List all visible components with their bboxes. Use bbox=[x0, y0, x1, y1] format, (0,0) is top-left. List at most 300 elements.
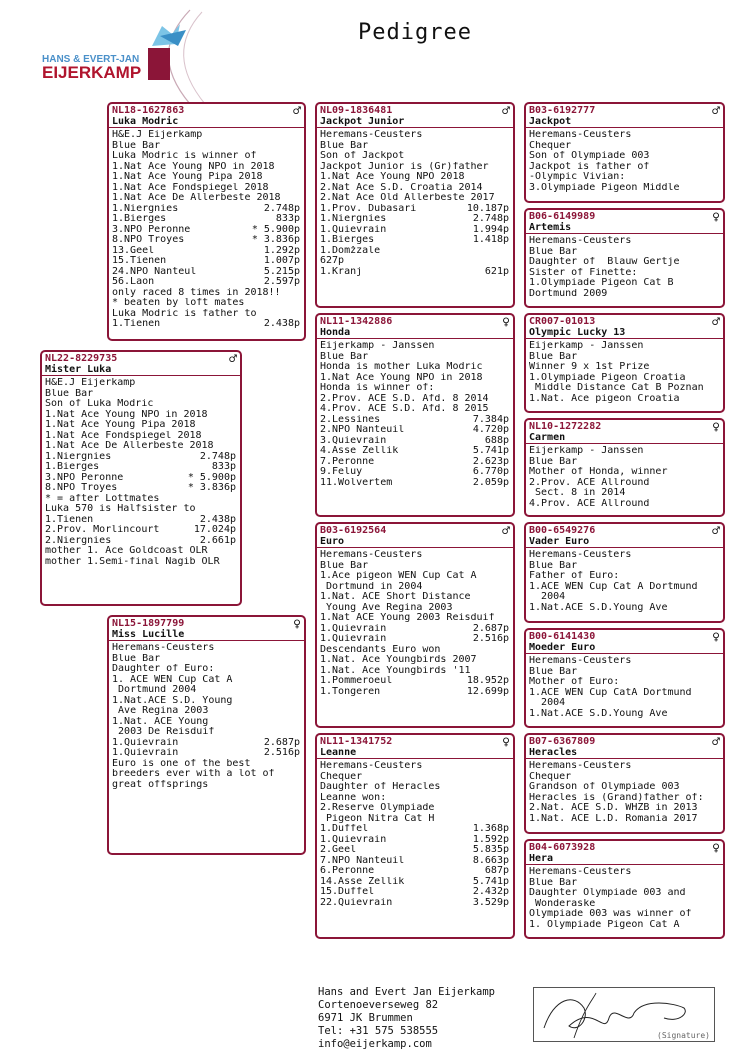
pedigree-line: 1.Nat. ACE Young bbox=[112, 716, 209, 727]
race-points: 1.292p bbox=[263, 245, 300, 256]
ring-number: NL11-1341752 bbox=[320, 736, 393, 747]
race-points: 6.770p bbox=[472, 467, 509, 477]
pedigree-line: mother 1.Semi-final Nagib OLR bbox=[45, 556, 220, 567]
race-name: 1.Quievrain bbox=[320, 623, 387, 634]
card-body bbox=[526, 339, 723, 404]
pigeon-name: Euro bbox=[320, 536, 345, 547]
pedigree-line: Heremans-Ceusters bbox=[529, 130, 632, 140]
pedigree-card bbox=[315, 313, 515, 517]
pedigree-line: Heremans-Ceusters bbox=[320, 130, 423, 140]
card-header bbox=[526, 210, 723, 234]
pedigree-line: Heremans-Ceusters bbox=[529, 761, 632, 771]
pigeon-name: Olympic Lucky 13 bbox=[529, 327, 626, 338]
race-points: 2.687p bbox=[263, 737, 300, 748]
race-name: 22.Quievrain bbox=[320, 897, 393, 908]
race-points: 10.187p bbox=[466, 203, 509, 214]
race-result bbox=[320, 436, 509, 447]
footer-email: info@eijerkamp.com bbox=[318, 1038, 432, 1050]
race-points: 1.368p bbox=[472, 824, 509, 834]
pedigree-line: Euro is one of the best bbox=[112, 758, 251, 769]
ring-number: NL09-1836481 bbox=[320, 105, 393, 116]
pedigree-line: 627p bbox=[320, 256, 345, 266]
race-result bbox=[320, 415, 509, 426]
race-points: 1.007p bbox=[263, 256, 300, 266]
race-result bbox=[112, 214, 300, 225]
race-name: 7.Peronne bbox=[320, 456, 375, 467]
pedigree-line: 1. Olympiade Pigeon Cat A bbox=[529, 919, 680, 930]
pedigree-line: Honda is winner of: bbox=[320, 383, 435, 393]
pedigree-line: 1.Nat.ACE S.D.Young Ave bbox=[529, 602, 668, 613]
pedigree-card bbox=[524, 628, 725, 728]
pedigree-line: Jackpot is father of bbox=[529, 161, 650, 172]
race-result bbox=[45, 525, 236, 536]
pedigree-card bbox=[107, 615, 306, 855]
pedigree-line: 1.Nat.ACE S.D.Young Ave bbox=[529, 708, 668, 719]
pedigree-line: 1.Olympiade Pigeon Cat B bbox=[529, 278, 674, 288]
pedigree-line: Daughter of Heracles bbox=[320, 782, 441, 792]
pedigree-line: Chequer bbox=[320, 771, 363, 782]
race-name: 8.NPO Troyes bbox=[45, 483, 118, 493]
race-points: 5.741p bbox=[472, 876, 509, 887]
race-name: 11.Wolvertem bbox=[320, 477, 393, 488]
pedigree-line: 1.ACE WEN Cup CatA Dortmund bbox=[529, 687, 692, 698]
race-result bbox=[45, 536, 236, 547]
race-name: 1.Niergnies bbox=[320, 214, 387, 224]
race-name: 2.NPO Nanteuil bbox=[320, 425, 405, 435]
race-name: 9.Feluy bbox=[320, 467, 363, 477]
race-name: 1.Quievrain bbox=[112, 737, 179, 748]
pedigree-line: Leanne won: bbox=[320, 792, 387, 803]
race-points: 2.687p bbox=[472, 623, 509, 634]
pedigree-line: Blue Bar bbox=[529, 246, 578, 257]
pedigree-line: Heremans-Ceusters bbox=[112, 643, 215, 653]
pedigree-card bbox=[315, 522, 515, 728]
race-points: 18.952p bbox=[466, 676, 509, 686]
ring-number: B07-6367809 bbox=[529, 736, 596, 747]
race-points: * 5.900p bbox=[251, 224, 300, 235]
pedigree-line: Winner 9 x 1st Prize bbox=[529, 362, 650, 372]
card-body bbox=[526, 865, 723, 930]
race-result bbox=[45, 515, 236, 526]
male-icon: ♂ bbox=[502, 104, 510, 119]
pedigree-line: 1.Ace pigeon WEN Cup Cat A bbox=[320, 571, 477, 581]
pedigree-line: Blue Bar bbox=[529, 560, 578, 571]
race-points: 7.384p bbox=[472, 414, 509, 425]
pedigree-line: Daughter of Blauw Gertje bbox=[529, 257, 680, 267]
pedigree-line: 3.Olympiade Pigeon Middle bbox=[529, 182, 680, 193]
card-header bbox=[317, 315, 513, 339]
pigeon-name: Honda bbox=[320, 327, 351, 338]
race-result bbox=[45, 473, 236, 484]
pedigree-line: * = after Lottmates bbox=[45, 493, 160, 504]
pedigree-line: great offsprings bbox=[112, 779, 209, 790]
card-body bbox=[109, 641, 304, 790]
pedigree-line: 1.ACE WEN Cup Cat A Dortmund bbox=[529, 581, 698, 592]
pedigree-card bbox=[524, 208, 725, 308]
male-icon: ♂ bbox=[293, 104, 301, 119]
pedigree-line: Luka Modric is father to bbox=[112, 308, 257, 319]
card-body bbox=[526, 234, 723, 299]
race-points: 2.748p bbox=[199, 451, 236, 462]
pedigree-line: Luka 570 is Halfsister to bbox=[45, 504, 196, 514]
pedigree-card bbox=[524, 418, 725, 517]
race-result bbox=[320, 457, 509, 468]
signature-caption: (Signature) bbox=[657, 1031, 710, 1040]
pedigree-line: 1.Nat Ace Young NPO in 2018 bbox=[112, 161, 275, 172]
pedigree-line: Blue Bar bbox=[320, 140, 369, 151]
race-points: 5.741p bbox=[472, 446, 509, 456]
race-result bbox=[112, 235, 300, 246]
race-points: 2.438p bbox=[263, 319, 300, 329]
pedigree-line: Eijerkamp - Janssen bbox=[320, 341, 435, 351]
race-name: 13.Geel bbox=[112, 245, 155, 256]
pedigree-card bbox=[524, 313, 725, 413]
race-result bbox=[45, 452, 236, 463]
race-points: 4.720p bbox=[472, 425, 509, 435]
race-result bbox=[320, 887, 509, 898]
card-header bbox=[317, 104, 513, 128]
ring-number: B04-6073928 bbox=[529, 842, 596, 853]
pedigree-line: 1.Nat.ACE S.D. Young bbox=[112, 695, 233, 706]
pedigree-card bbox=[40, 350, 242, 606]
pedigree-line: Chequer bbox=[529, 771, 572, 782]
card-body bbox=[317, 759, 513, 908]
race-result bbox=[320, 845, 509, 856]
pedigree-line: Eijerkamp - Janssen bbox=[529, 341, 644, 351]
female-icon: ♀ bbox=[712, 841, 720, 856]
race-points: 621p bbox=[484, 266, 509, 277]
race-name: 1.Prov. Dubasari bbox=[320, 203, 417, 214]
race-result bbox=[320, 425, 509, 436]
ring-number: NL11-1342886 bbox=[320, 316, 393, 327]
race-name: 56.Laon bbox=[112, 277, 155, 287]
pedigree-line: Young Ave Regina 2003 bbox=[320, 602, 453, 613]
pigeon-name: Luka Modric bbox=[112, 116, 179, 127]
pedigree-line: 1.Nat Ace Young NPO in 2018 bbox=[45, 409, 208, 420]
pedigree-line: H&E.J Eijerkamp bbox=[112, 130, 203, 140]
card-body bbox=[526, 444, 723, 509]
pigeon-name: Miss Lucille bbox=[112, 629, 185, 640]
pedigree-line: 1.Nat Ace De Allerbeste 2018 bbox=[45, 441, 214, 451]
pedigree-line: Honda is mother Luka Modric bbox=[320, 362, 483, 372]
pedigree-line: 1.Nat Ace Young Pipa 2018 bbox=[45, 420, 196, 430]
male-icon: ♂ bbox=[712, 104, 720, 119]
pedigree-line: Son of Luka Modric bbox=[45, 399, 154, 409]
race-points: * 5.900p bbox=[187, 472, 236, 483]
pedigree-line: Blue Bar bbox=[529, 666, 578, 677]
ring-number: B06-6149989 bbox=[529, 211, 596, 222]
pedigree-line: 1.Nat Ace Fondspiegel 2018 bbox=[112, 182, 269, 193]
pedigree-line: Middle Distance Cat B Poznan bbox=[529, 383, 704, 393]
ring-number: NL15-1897799 bbox=[112, 618, 185, 629]
male-icon: ♂ bbox=[712, 524, 720, 539]
eijerkamp-logo bbox=[40, 6, 215, 106]
pedigree-line: Daughter Olympiade 003 and bbox=[529, 888, 686, 898]
race-name: 8.NPO Troyes bbox=[112, 235, 185, 245]
race-points: 5.835p bbox=[472, 845, 509, 855]
race-name: 15.Tienen bbox=[112, 256, 167, 266]
race-result bbox=[112, 225, 300, 236]
pedigree-line: -Olympic Vivian: bbox=[529, 172, 626, 182]
race-points: 2.623p bbox=[472, 456, 509, 467]
race-name: 3.NPO Peronne bbox=[112, 224, 191, 235]
race-result bbox=[112, 748, 300, 759]
pigeon-name: Moeder Euro bbox=[529, 642, 596, 653]
male-icon: ♂ bbox=[712, 315, 720, 330]
pedigree-line: Heremans-Ceusters bbox=[529, 867, 632, 877]
race-result bbox=[320, 676, 509, 687]
card-header bbox=[526, 315, 723, 339]
pedigree-line: 1.Olympiade Pigeon Croatia bbox=[529, 372, 686, 383]
race-result bbox=[320, 267, 509, 278]
pedigree-line: Dortmund in 2004 bbox=[320, 581, 423, 592]
pedigree-line: H&E.J Eijerkamp bbox=[45, 378, 136, 388]
race-name: 3.Quievrain bbox=[320, 435, 387, 446]
race-name: 1.Bierges bbox=[112, 214, 167, 224]
race-name: 4.Asse Zellik bbox=[320, 446, 399, 456]
pedigree-line: Descendants Euro won bbox=[320, 644, 441, 655]
race-points: 2.661p bbox=[199, 535, 236, 546]
race-name: 1.Duffel bbox=[320, 824, 369, 834]
pedigree-line: 1.Nat. ACE Short Distance bbox=[320, 592, 471, 602]
pedigree-line: mother 1. Ace Goldcoast OLR bbox=[45, 546, 208, 556]
card-header bbox=[526, 735, 723, 759]
male-icon: ♂ bbox=[229, 352, 237, 367]
race-points: 2.748p bbox=[263, 203, 300, 214]
card-header bbox=[526, 524, 723, 548]
pedigree-line: Heracles is (Grand)father of: bbox=[529, 792, 704, 803]
race-points: 833p bbox=[211, 462, 236, 472]
pedigree-line: 1.Nat. Ace pigeon Croatia bbox=[529, 393, 680, 404]
page-title: Pedigree bbox=[358, 20, 472, 45]
pedigree-line: 2004 bbox=[529, 698, 566, 708]
race-result bbox=[320, 634, 509, 645]
ring-number: B00-6141430 bbox=[529, 631, 596, 642]
card-body bbox=[526, 128, 723, 193]
race-name: 7.NPO Nanteuil bbox=[320, 855, 405, 866]
race-result bbox=[320, 225, 509, 236]
card-body bbox=[317, 339, 513, 488]
pedigree-line: 2003 De Reisduif bbox=[112, 727, 215, 737]
female-icon: ♀ bbox=[712, 630, 720, 645]
footer-line: Hans and Evert Jan Eijerkamp bbox=[318, 986, 496, 998]
pedigree-line: 1.Nat. ACE L.D. Romania 2017 bbox=[529, 813, 698, 824]
pedigree-line: 2.Reserve Olympiade bbox=[320, 803, 435, 813]
race-name: 1.Bierges bbox=[45, 462, 100, 472]
pedigree-line: * beaten by loft mates bbox=[112, 298, 245, 308]
ring-number: NL22-8229735 bbox=[45, 353, 118, 364]
pedigree-line: Pigeon Nitra Cat H bbox=[320, 813, 435, 824]
pedigree-line: Heremans-Ceusters bbox=[529, 236, 632, 246]
card-body bbox=[317, 548, 513, 697]
pigeon-name: Mister Luka bbox=[45, 364, 112, 375]
footer-line: 6971 JK Brummen bbox=[318, 1012, 413, 1024]
pedigree-line: 1.Nat Ace Fondspiegel 2018 bbox=[45, 430, 202, 441]
pedigree-line: Blue Bar bbox=[529, 877, 578, 888]
pedigree-line: Heremans-Ceusters bbox=[320, 761, 423, 771]
race-result bbox=[320, 824, 509, 835]
female-icon: ♀ bbox=[502, 315, 510, 330]
pedigree-line: 4.Prov. ACE Allround bbox=[529, 498, 650, 509]
pedigree-card bbox=[315, 102, 515, 308]
pedigree-line: Olympiade 003 was winner of bbox=[529, 909, 692, 919]
pedigree-line: Son of Jackpot bbox=[320, 151, 405, 161]
card-body bbox=[526, 654, 723, 719]
race-name: 6.Peronne bbox=[320, 866, 375, 876]
race-points: 5.215p bbox=[263, 266, 300, 277]
race-points: 8.663p bbox=[472, 855, 509, 866]
race-name: 2.Niergnies bbox=[45, 535, 112, 546]
footer-line: Cortenoeverseweg 82 bbox=[318, 999, 439, 1011]
pedigree-line: Blue Bar bbox=[529, 456, 578, 467]
race-points: 687p bbox=[484, 866, 509, 876]
race-result bbox=[320, 624, 509, 635]
race-name: 1.Quievrain bbox=[320, 634, 387, 644]
pigeon-name: Artemis bbox=[529, 222, 572, 233]
card-header bbox=[526, 630, 723, 654]
race-points: 2.516p bbox=[472, 634, 509, 644]
pigeon-name: Heracles bbox=[529, 747, 578, 758]
card-body bbox=[526, 548, 723, 613]
race-name: 1.Tienen bbox=[45, 514, 94, 525]
pedigree-line: 1.Nat. Ace Youngbirds 2007 bbox=[320, 655, 477, 665]
pedigree-line: Blue Bar bbox=[529, 351, 578, 362]
race-points: 2.059p bbox=[472, 477, 509, 488]
race-points: 833p bbox=[275, 214, 300, 224]
pedigree-line: Heremans-Ceusters bbox=[529, 550, 632, 560]
card-body bbox=[526, 759, 723, 824]
pedigree-line: 2.Nat Ace Old Allerbeste 2017 bbox=[320, 193, 495, 203]
race-result bbox=[320, 856, 509, 867]
pedigree-line: breeders ever with a lot of bbox=[112, 769, 275, 779]
race-result bbox=[112, 204, 300, 215]
card-header bbox=[317, 524, 513, 548]
race-result bbox=[45, 462, 236, 473]
pigeon-name: Leanne bbox=[320, 747, 357, 758]
race-result bbox=[112, 246, 300, 257]
pedigree-card bbox=[524, 839, 725, 939]
race-result bbox=[320, 877, 509, 888]
pedigree-line: only raced 8 times in 2018!! bbox=[112, 287, 281, 298]
race-result bbox=[320, 478, 509, 489]
svg-text:HANS & EVERT-JAN: HANS & EVERT-JAN bbox=[42, 54, 140, 65]
card-header bbox=[42, 352, 240, 376]
female-icon: ♀ bbox=[502, 735, 510, 750]
race-name: 1.Kranj bbox=[320, 266, 363, 277]
pedigree-line: Luka Modric is winner of bbox=[112, 151, 257, 161]
pigeon-name: Carmen bbox=[529, 432, 566, 443]
race-result bbox=[320, 214, 509, 225]
pedigree-line: Heremans-Ceusters bbox=[320, 550, 423, 560]
pedigree-line: Sect. 8 in 2014 bbox=[529, 488, 626, 498]
female-icon: ♀ bbox=[293, 617, 301, 632]
race-name: 1.Quievrain bbox=[320, 834, 387, 845]
pedigree-line: 1.Nat. Ace Youngbirds '11 bbox=[320, 665, 471, 676]
ring-number: B03-6192777 bbox=[529, 105, 596, 116]
race-points: 3.529p bbox=[472, 897, 509, 908]
race-name: 14.Asse Zellik bbox=[320, 876, 405, 887]
pedigree-line: Son of Olympiade 003 bbox=[529, 151, 650, 161]
race-name: 2.Prov. Morlincourt bbox=[45, 525, 160, 535]
race-name: 1.Tienen bbox=[112, 319, 161, 329]
race-name: 1.Quievrain bbox=[112, 748, 179, 758]
pedigree-line: Blue Bar bbox=[320, 351, 369, 362]
ring-number: NL18-1627863 bbox=[112, 105, 185, 116]
pigeon-name: Jackpot bbox=[529, 116, 572, 127]
race-points: 2.597p bbox=[263, 277, 300, 287]
pedigree-line: Mother of Euro: bbox=[529, 677, 620, 687]
race-points: 1.592p bbox=[472, 834, 509, 845]
card-header bbox=[526, 104, 723, 128]
ring-number: B03-6192564 bbox=[320, 525, 387, 536]
pedigree-card bbox=[524, 733, 725, 834]
pedigree-line: Blue Bar bbox=[112, 140, 161, 151]
race-points: 2.438p bbox=[199, 514, 236, 525]
race-result bbox=[320, 467, 509, 478]
card-header bbox=[526, 841, 723, 865]
contact-address bbox=[318, 986, 495, 1051]
race-points: * 3.836p bbox=[187, 483, 236, 493]
ring-number: CR007-01013 bbox=[529, 316, 596, 327]
pedigree-line: 2.Prov. ACE Allround bbox=[529, 477, 650, 488]
female-icon: ♀ bbox=[712, 420, 720, 435]
pedigree-line: Blue Bar bbox=[45, 388, 94, 399]
pedigree-line: Blue Bar bbox=[320, 560, 369, 571]
card-body bbox=[109, 128, 304, 330]
race-points: 2.516p bbox=[263, 748, 300, 758]
pedigree-line: 2.Nat. ACE S.D. WHZB in 2013 bbox=[529, 803, 698, 813]
pedigree-card bbox=[524, 102, 725, 203]
pedigree-line: Father of Euro: bbox=[529, 571, 620, 581]
pedigree-line: 1.Nat ACE Young 2003 Reisduif bbox=[320, 613, 495, 623]
pedigree-line: Ave Regina 2003 bbox=[112, 706, 209, 716]
pedigree-line: 2.Prov. ACE S.D. Afd. 8 2014 bbox=[320, 393, 489, 404]
race-name: 2.Lessines bbox=[320, 414, 381, 425]
card-body bbox=[317, 128, 513, 277]
pedigree-card bbox=[107, 102, 306, 341]
pedigree-line: Dortmund 2009 bbox=[529, 288, 608, 299]
pedigree-line: 1.Nat Ace Young NPO in 2018 bbox=[320, 372, 483, 383]
pedigree-line: 1.Nat Ace Young NPO 2018 bbox=[320, 172, 465, 182]
race-result bbox=[112, 256, 300, 267]
race-result bbox=[112, 738, 300, 749]
race-points: * 3.836p bbox=[251, 235, 300, 245]
pedigree-line: Grandson of Olympiade 003 bbox=[529, 782, 680, 792]
race-name: 3.NPO Peronne bbox=[45, 472, 124, 483]
race-name: 1.Niergnies bbox=[45, 451, 112, 462]
race-result bbox=[45, 483, 236, 494]
race-points: 12.699p bbox=[466, 686, 509, 697]
card-header bbox=[526, 420, 723, 444]
pedigree-line: Chequer bbox=[529, 140, 572, 151]
race-name: 15.Duffel bbox=[320, 887, 375, 897]
signature-box bbox=[533, 987, 715, 1042]
pigeon-name: Hera bbox=[529, 853, 554, 864]
race-name: 1.Pommeroeul bbox=[320, 676, 393, 686]
pedigree-line: 2.Nat Ace S.D. Croatia 2014 bbox=[320, 182, 483, 193]
race-name: 2.Geel bbox=[320, 845, 357, 855]
race-result bbox=[320, 687, 509, 698]
race-name: 1.Quievrain bbox=[320, 224, 387, 235]
ring-number: B00-6549276 bbox=[529, 525, 596, 536]
race-points: 688p bbox=[484, 435, 509, 446]
pedigree-card bbox=[315, 733, 515, 939]
pedigree-line: Sister of Finette: bbox=[529, 267, 638, 278]
race-points: 17.024p bbox=[193, 525, 236, 535]
card-body bbox=[42, 376, 240, 567]
race-points: 1.418p bbox=[472, 235, 509, 245]
pedigree-line: Heremans-Ceusters bbox=[529, 656, 632, 666]
